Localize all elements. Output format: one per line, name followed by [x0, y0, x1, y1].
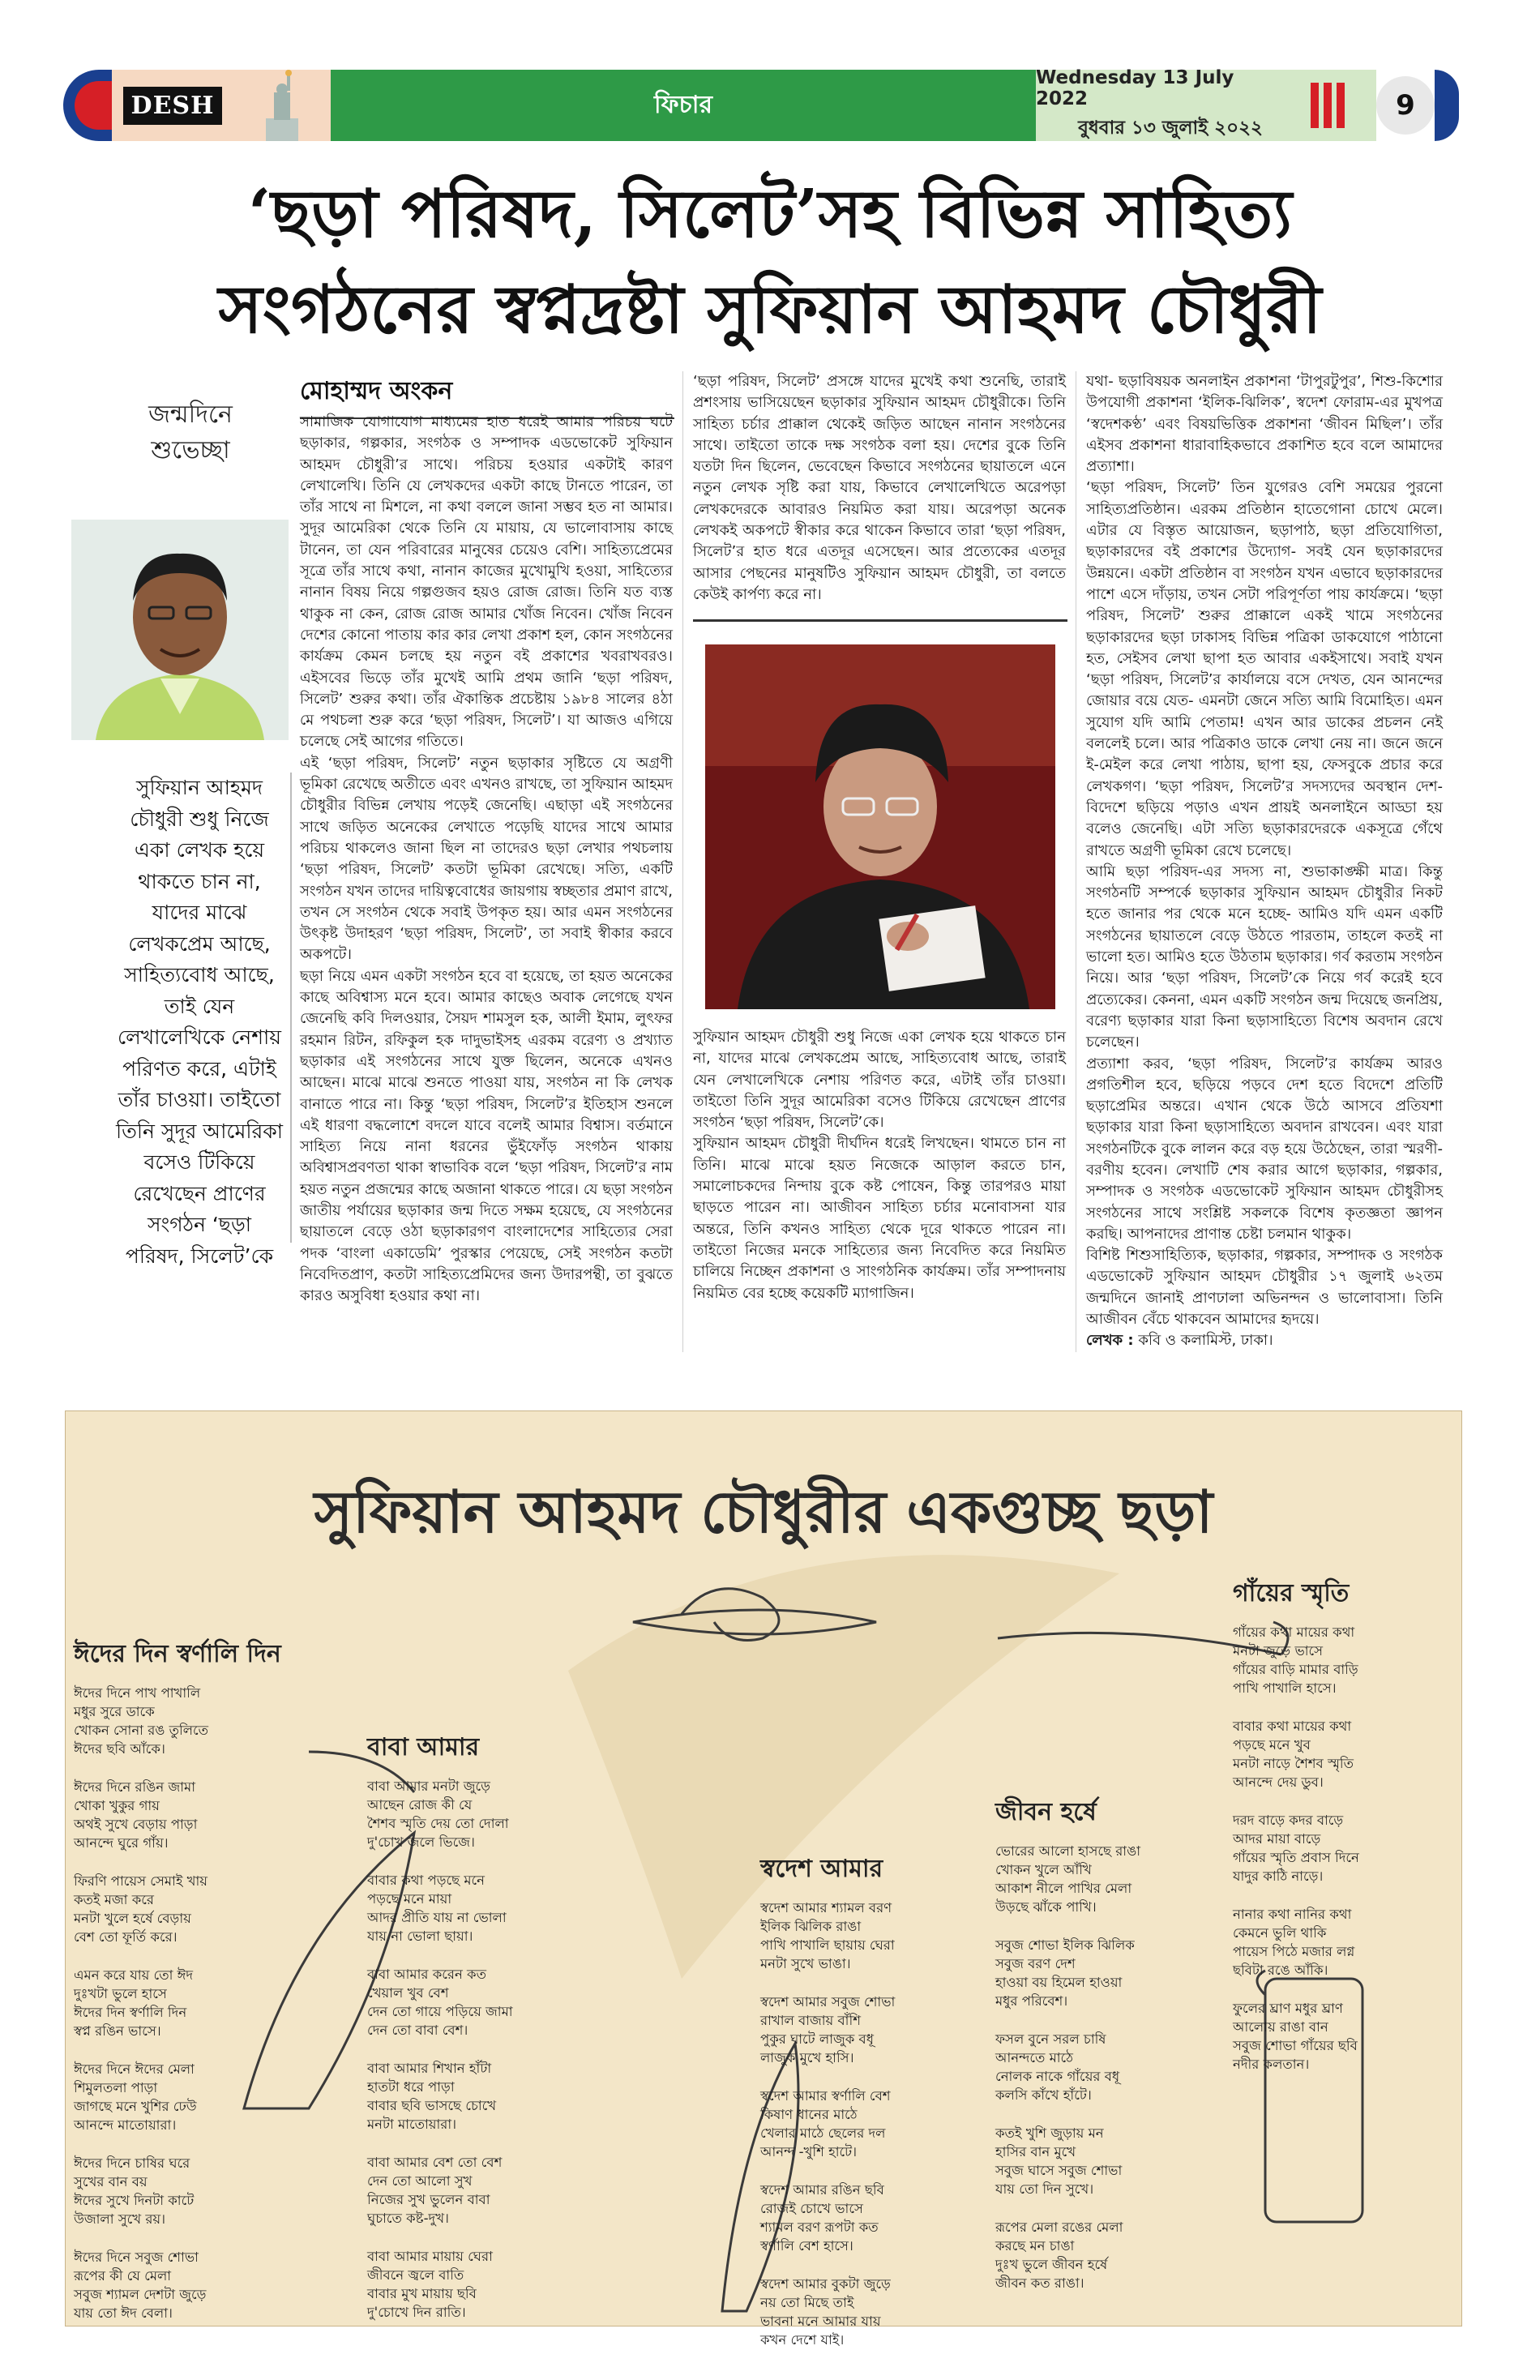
stanza: ঈদের দিনে চাষির ঘরে সুখের বান বয় ঈদের সুখে দিনটা কাটে উজালা সুখে রয়।	[74, 2155, 195, 2227]
date-english: Wednesday 13 July 2022	[1036, 66, 1234, 109]
poem	[74, 1634, 317, 2342]
paragraph: যথা- ছড়াবিষয়ক অনলাইন প্রকাশনা ‘টাপুরটুপুর’, শিশু-কিশোর উপযোগী প্রকাশনা ‘ইলিক-ঝিলিক’, স্বদেশ ফোরাম-এর মুখপত্র ‘স্বদেশকণ্ঠ’ এবং বিষয়ভিত্তিক প্রকাশনা ‘জীবন মিছিল’। তাঁর এইসব প্রকাশনা ধারাবাহিকভাবে প্রকাশিত হবে বলে আমাদের প্রত্যাশা।	[1086, 373, 1443, 476]
stanza: ফুলের ঘ্রাণ মধুর ঘ্রাণ আলোয় রাঙা বান সবুজ শোভা গাঁয়ের ছবি নদীর কলতান।	[1233, 2001, 1358, 2072]
rhymes-title: সুফিয়ান আহমদ চৌধুরীর একগুচ্ছ ছড়া	[314, 1477, 1213, 1546]
pull-quote-rule	[290, 773, 292, 1243]
article-column-3	[1086, 371, 1443, 1352]
stanza: ঈদের দিনে পাখ পাখালি মধুর সুরে ডাকে খোকন সোনা রঙ তুলিতে ঈদের ছবি আঁকে।	[74, 1685, 209, 1757]
paragraph: বিশিষ্ট শিশুসাহিত্যিক, ছড়াকার, গল্পকার, সম্পাদক ও সংগঠক এডভোকেট সুফিয়ান আহমদ চৌধুরীর ১৭ জুলাই ৬২তম জন্মদিনে জানাই প্রাণঢালা অভিনন্দন ও ভালোবাসা। তিনি আজীবন বেঁচে থাকবেন আমাদের হৃদয়ে।	[1086, 1247, 1443, 1329]
stanza: ঈদের দিনে ঈদের মেলা শিমুলতলা পাড়া জাগছে মনে খুশির ঢেউ আনন্দে মাতোয়ারা।	[74, 2061, 197, 2133]
stanza: দরদ বাড়ে কদর বাড়ে আদর মায়া বাড়ে গাঁয়ের স্মৃতি প্রবাস দিনে যাদুর কাঠি নাড়ে।	[1233, 1813, 1359, 1884]
stanza: নানার কথা নানির কথা কেমনে ভুলি থাকি পায়েস পিঠে মজার লগ্ন ছবিটা রঙে আঁকি।	[1233, 1907, 1355, 1978]
statue-of-liberty-icon	[233, 70, 331, 141]
pillar-icon	[1279, 70, 1376, 141]
photo-top-rule	[693, 619, 1067, 622]
stanza: ফসল বুনে সরল চাষি আনন্দতে মাঠে নোলক নাকে গাঁয়ের বধূ কলসি কাঁখে হাঁটে।	[995, 2031, 1120, 2103]
stanza: স্বদেশ আমার বুকটা জুড়ে নয় তো মিছে তাই ভাবনা মনে আমার যায় কখন দেশে যাই।	[760, 2276, 891, 2348]
poem	[367, 1727, 578, 2341]
headline-line-2: সংগঠনের স্বপ্নদ্রষ্টা সুফিয়ান আহমদ চৌধুরী	[218, 271, 1322, 349]
poem-title: স্বদেশ আমার	[760, 1855, 883, 1883]
stanza: বাবা আমার শিখান হাঁটা হাতটা ধরে পাড়া বাবার ছবি ভাসছে চোখে মনটা মাতোয়ারা।	[367, 2061, 497, 2132]
pull-quote: সুফিয়ান আহমদ চৌধুরী শুধু নিজে একা লেখক হয়ে থাকতে চান না, যাদের মাঝে লেখকপ্রেম আছে, সাহিত্যবোধ আছে, তাই যেন লেখালেখিকে নেশায় পরিণত করে, এটাই তাঁর চাওয়া। তাইতো তিনি সুদূর আমেরিকা বসেও টিকিয়ে রেখেছেন প্রাণের সংগঠন ‘ছড়া পরিষদ, সিলেট’কে	[115, 776, 283, 1268]
article-column-2	[693, 371, 1066, 606]
poem-title: গাঁয়ের স্মৃতি	[1233, 1579, 1350, 1607]
stanza: ঈদের দিনে রঙিন জামা খোকা খুকুর গায় অথই সুখে বেড়ায় পাড়া আনন্দে ঘুরে গাঁয়।	[74, 1779, 198, 1851]
paragraph: এই ‘ছড়া পরিষদ, সিলেট’ নতুন ছড়াকার সৃষ্টিতে যে অগ্রণী ভূমিকা রেখেছে অতীতে এবং এখনও রাখছে, তা সুফিয়ান আহমদ চৌধুরীর বিভিন্ন লেখায় পড়েই জেনেছি। এছাড়া এই সংগঠনের সাথে জড়িত অনেকের লেখাতে পড়েছি যাদের সাথে আমার পরিচয় থাকলেও জানা ছিল না তাদেরও ছড়া লেখার পথচলায় ‘ছড়া পরিষদ, সিলেট’ কতটা ভূমিকা রেখেছে। সত্যি, একটি সংগঠন যখন তাদের দায়িত্ববোধের জায়গায় স্বচ্ছতার প্রমাণ রাখে, তখন সে সংগঠন থেকে সবাই উপকৃত হয়। আর এমন সংগঠনের উৎকৃষ্ট উদাহরণ ‘ছড়া পরিষদ, সিলেট’, তা সবাই স্বীকার করবে অকপটে।	[300, 754, 673, 964]
page-number: 9	[1376, 76, 1435, 135]
headline-line-1: ‘ছড়া পরিষদ, সিলেট’সহ বিভিন্ন সাহিত্য	[247, 175, 1293, 253]
stanza: কতই খুশি জুড়ায় মন হাসির বান মুখে সবুজ ঘাসে সবুজ শোভা যায় তো দিন সুখে।	[995, 2125, 1123, 2197]
paragraph: ছড়া নিয়ে এমন একটা সংগঠন হবে বা হয়েছে, তা হয়ত অনেকের কাছে অবিশ্বাস্য মনে হবে। আমার কাছেও অবাক লেগেছে যখন জেনেছি কবি দিলওয়ার, সৈয়দ শামসুল হক, আলী ইমাম, লুৎফর রহমান রিটন, রফিকুল হক দাদুভাইসহ এরকম বরেণ্য ও প্রখ্যাত ছড়াকার এই সংগঠনের সাথে যুক্ত ছিলেন, অনেকে এখনও আছেন। মাঝে মাঝে শুনতে পাওয়া যায়, সংগঠন না কি লেখক বানাতে পারে না। কিন্তু ‘ছড়া পরিষদ, সিলেট’র ইতিহাস শুনলে এই ধারণা বদ্ধলোশে বদলে যাবে বলেই আমার বিশ্বাস। বর্তমানে সাহিত্য নিয়ে নানা ধরনের ভুঁইফোঁড় সংগঠন থাকায় অবিশ্বাসপ্রবণতা থাকা স্বাভাবিক বলে ‘ছড়া পরিষদ, সিলেট’র নাম হয়ত নতুন প্রজন্মের কাছে অজানা থাকতে পারে। যে ছড়া সংগঠন জাতীয় পর্যায়ের ছড়াকার জন্ম দিতে সক্ষম হয়েছে, যে সংগঠনের ছায়াতলে বেড়ে ওঠা ছড়াকারগণ বাংলাদেশের সাহিত্যের সেরা পদক ‘বাংলা একাডেমি’ পুরস্কার পেয়েছে, সেই সংগঠন কতটা নিবেদিতপ্রাণ, কতটা সাহিত্যপ্রেমিদের জন্য উদারপন্থী, তা বুঝতে কারও অসুবিধা হওয়ার কথা না।	[300, 967, 673, 1305]
header-right-cap	[1435, 70, 1459, 141]
section-bar	[331, 70, 1036, 141]
paragraph: ‘ছড়া পরিষদ, সিলেট’ তিন যুগেরও বেশি সময়ের পুরনো সাহিত্যপ্রতিষ্ঠান। এরকম প্রতিষ্ঠান হাতেগোনা চোখে মেলে। এটার যে বিস্তৃত আয়োজন, ছড়াপাঠ, ছড়া প্রতিযোগিতা, ছড়াকারদের বই প্রকাশের উদ্যোগ- সবই যেন ছড়াকারদের উন্নয়নে। একটা প্রতিষ্ঠান বা সংগঠন যখন এভাবে ছড়াকারদের পাশে এসে দাঁড়ায়, তখন সেটা পরিপূর্ণতা পায় কার্যক্রমে। ‘ছড়া পরিষদ, সিলেট’ শুরুর প্রাক্কালে একই খামে সংগঠনের ছড়াকারদের ছড়া ঢাকাসহ বিভিন্ন পত্রিকা ডাকযোগে পাঠানো হত, সেইসব লেখা ছাপা হত আবার একইসাথে। সবাই যখন ‘ছড়া পরিষদ, সিলেট’র কার্যালয়ে বসে দেখত, যেন আনন্দের জোয়ার বয়ে যেত- এমনটা জেনে সত্যি আমি বিমোহিত। এমন সুযোগ যদি আমি পেতাম! এখন আর ডাকের প্রচলন নেই বললেই চলে। আর পত্রিকাও ডাকে লেখা নেয় না। জনে জনে ই-মেইল করে লেখা পাঠায়, ছাপা হয়, ফেসবুকে প্রচার করে লেখকগণ। ‘ছড়া পরিষদ, সিলেট’র সদস্যদের অবস্থান দেশ-বিদেশে ছড়িয়ে পড়াও এখন প্রায়ই অনলাইনে আড্ডা হয় বলেও জেনেছি। এটা সত্যি ছড়াকারদেরকে একসূত্রে গেঁথে রাখতে অগ্রণী ভূমিকা রেখে চলেছে।	[1086, 479, 1443, 859]
author-text: কবি ও কলামিস্ট, ঢাকা।	[1138, 1332, 1273, 1350]
date-box	[1036, 66, 1279, 141]
paragraph: প্রত্যাশা করব, ‘ছড়া পরিষদ, সিলেট’র কার্যক্রম আরও প্রগতিশীল হবে, ছড়িয়ে পড়বে দেশ হতে বিদেশে প্রতিটি ছড়াপ্রেমির অন্তরে। এখান থেকে উঠে আসবে প্রতিযশা ছড়াকার যারা কিনা ছড়াসাহিত্যে অবদান রাখবেন। এবং যারা সংগঠনটিকে বুকে লালন করে বড় হয়ে উঠেছেন, তারা স্মরণী-বরণীয় হবেন। লেখাটি শেষ করার আগে ছড়াকার, গল্পকার, সম্পাদক ও সংগঠক এডভোকেট সুফিয়ান আহমদ চৌধুরীসহ সংগঠনের সাথে সংশ্লিষ্ট সকলকে বিশেষ কৃতজ্ঞতা জ্ঞাপন করছি। আপনাদের প্রাণান্ত চেষ্টা চলমান থাকুক।	[1086, 1055, 1443, 1243]
stanza: বাবার কথা মায়ের কথা পড়ছে মনে খুব মনটা নাড়ে শৈশব স্মৃতি আনন্দে দেয় ডুব।	[1233, 1719, 1354, 1790]
stanza: বাবা আমার বেশ তো বেশ দেন তো আলো সুখ নিজের সুখ ভুলেন বাবা ঘুচাতে কষ্ট-দুখ।	[367, 2155, 503, 2226]
section-label: ফিচার	[654, 90, 712, 119]
header-left-cap	[63, 70, 112, 141]
stanza: স্বদেশ আমার রঙিন ছবি রোজই চোখে ভাসে শ্যামল বরণ রূপটা কত স্বর্ণালি বেশ হাসে।	[760, 2182, 884, 2254]
stanza: সবুজ শোভা ইলিক ঝিলিক সবুজ বরণ দেশ হাওয়া বয় হিমেল হাওয়া মধুর পরিবেশ।	[995, 1937, 1135, 2009]
paragraph: ‘ছড়া পরিষদ, সিলেট’ প্রসঙ্গে যাদের মুখেই কথা শুনেছি, তারাই প্রশংসায় ভাসিয়েছেন ছড়াকার সুফিয়ান আহমদ চৌধুরীকে। তিনি সাহিত্য চর্চার প্রাক্কাল থেকেই জড়িত আছেন নানান সংগঠনের সাথে। তাইতো তাকে দক্ষ সংগঠক বলা হয়। দেশের বুকে তিনি যতটা দিন ছিলেন, ভেবেছেন কিভাবে সংগঠনের ছায়াতলে এনে নতুন লেখক সৃষ্টি করা যায়, কিভাবে লেখালেখিতে অরেপড়া লেখকদেরকে আবারও নিয়মিত করা যায়। অরেপড়া অনেক লেখকই অকপটে স্বীকার করে থাকেন কিভাবে তারা ‘ছড়া পরিষদ, সিলেট’র হাত ধরে এতদূর এসেছেন। আর প্রত্যেকের এতদূর আসার পেছনের মানুষটিও সুফিয়ান আহমদ চৌধুরী, তা বলতে কেউই কার্পণ্য করে না।	[693, 373, 1066, 603]
birthday-greeting: জন্মদিনে শুভেচ্ছা	[148, 400, 233, 464]
desh-logo	[112, 70, 233, 141]
poem-title: জীবন হর্ষে	[995, 1798, 1097, 1826]
author-label: লেখক :	[1086, 1332, 1134, 1350]
headline	[97, 166, 1443, 357]
author-portrait-photo	[71, 520, 289, 740]
poem	[1233, 1573, 1444, 2093]
stanza: ভোরের আলো হাসছে রাঙা খোকন খুলে আঁখি আকাশ নীলে পাখির মেলা উড়ছে ঝাঁকে পাখি।	[995, 1843, 1140, 1915]
stanza: স্বদেশ আমার শ্যামল বরণ ইলিক ঝিলিক রাঙা পাখি পাখালি ছায়ায় ঘেরা মনটা সুখে ভাঙা।	[760, 1900, 895, 1971]
stanza: এমন করে যায় তো ঈদ দুঃখটা ভুলে হাসে ঈদের দিন স্বর্ণালি দিন স্বপ্ন রঙিন ভাসে।	[74, 1967, 194, 2039]
stanza: বাবা আমার মায়ায় ঘেরা জীবনে জ্বলে বাতি বাবার মুখ মায়ায় ছবি দু'চোখে দিন রাতি।	[367, 2249, 493, 2320]
paragraph: সুফিয়ান আহমদ চৌধুরী শুধু নিজে একা লেখক হয়ে থাকতে চান না, যাদের মাঝে লেখকপ্রেম আছে, সাহিত্যবোধ আছে, তারাই যেন লেখালেখিকে নেশায় পরিণত করে, এটাই তাঁর চাওয়া। তাইতো তিনি সুদূর আমেরিকা বসেও টিকিয়ে রেখেছেন প্রাণের সংগঠন ‘ছড়া পরিষদ, সিলেট’কে।	[693, 1029, 1066, 1132]
poem-title: ঈদের দিন স্বর্ণালি দিন	[74, 1640, 281, 1668]
paragraph: সুফিয়ান আহমদ চৌধুরী দীর্ঘদিন ধরেই লিখছেন। থামতে চান না তিনি। মাঝে মাঝে হয়ত নিজেকে আড়াল করতে চান, সমালোচকদের নিন্দায় বুকে কষ্ট পোষেন, কিন্তু তারপরও মায়া ছাড়তে পারেন না। আজীবন সাহিত্য চর্চার মনোবাসনা যার অন্তরে, তিনি কখনও সাহিত্য থেকে দূরে থাকতে পারেন না। তাইতো নিজের মনকে সাহিত্যের জন্য নিবেদিত করে নিয়মিত চালিয়ে নিচ্ছেন প্রকাশনা ও সাংগঠনিক কার্যক্রম। তাঁর সম্পাদনায় নিয়মিত বের হচ্ছে কয়েকটি ম্যাগাজিন।	[693, 1135, 1066, 1302]
stanza: বাবা আমার করেন কত খেয়াল খুব বেশ দেন তো গায়ে পড়িয়ে জামা দেন তো বাবা বেশ।	[367, 1967, 513, 2038]
stanza: রূপের মেলা রঙের মেলা করছে মন চাঙা দুঃখ ভুলে জীবন হর্ষে জীবন কত রাঙা।	[995, 2219, 1123, 2291]
column-divider	[682, 371, 683, 1352]
stanza: স্বদেশ আমার স্বর্ণালি বেশ কিষাণ ধানের মাঠে খেলার মাঠে ছেলের দল আনন্দ -খুশি হাটে।	[760, 2088, 891, 2160]
page-header	[63, 66, 1459, 141]
stanza: বাবার কথা পড়ছে মনে পড়ছে মনে মায়া আদর প্রীতি যায় না ভোলা যায় না ভোলা ছায়া।	[367, 1873, 507, 1944]
byline: মোহাম্মদ অংকন	[300, 371, 674, 419]
poem	[995, 1792, 1206, 2312]
article-column-1	[300, 412, 673, 1307]
poem-title: বাবা আমার	[367, 1733, 480, 1761]
stanza: ঈদের দিনে সবুজ শোভা রূপের কী যে মেলা সবুজ শ্যামল দেশটা জুড়ে যায় তো ঈদ বেলা।	[74, 2249, 207, 2321]
paragraph: সামাজিক যোগাযোগ মাধ্যমের হাত ধরেই আমার পরিচয় ঘটে ছড়াকার, গল্পকার, সংগঠক ও সম্পাদক এডভোকেট সুফিয়ান আহমদ চৌধুরী’র সাথে। পরিচয় হওয়ার একটাই কারণ লেখালেখি। তিনি যে লেখকদের একটা কাছে টানতে পারেন, তা তাঁর সাথে না মিশলে, না কথা বললে জানা সম্ভব হত না আমার। সুদূর আমেরিকা থেকে তিনি যে মায়ায়, যে ভালোবাসায় কাছে টানেন, তা যেন পরিবারের মানুষের চেয়েও বেশি। সাহিত্যপ্রেমের সূত্রে তাঁর সাথে কথা, নানান কাজের মুখোমুখি হওয়া, সাহিত্যের নানান বিষয় নিয়ে গল্পগুজব হয়ও রোজ রোজ। তিনি যত ব্যস্ত থাকুক না কেন, রোজ রোজ আমার খোঁজ নিবেন। খোঁজ নিবেন দেশের কোনো পাতায় কার কার লেখা প্রকাশ হল, কোন সংগঠনের কার্যক্রম কেমন চলছে হয় নতুন বই প্রকাশের খবরাখবরও। এইসবের ভিড়ে তাঁর মুখেই আমি প্রথম জানি ‘ছড়া পরিষদ, সিলেট’ শুরুর কথা। তাঁর ঐকান্তিক প্রচেষ্টায় ১৯৮৪ সালের ৪ঠা মে পথচলা শুরু করে ‘ছড়া পরিষদ, সিলেট’। যা আজও এগিয়ে চলেছে সেই আগের গতিতে।	[300, 413, 673, 751]
subject-photo	[705, 644, 1055, 1009]
stanza: ফিরণি পায়েস সেমাই খায় কতই মজা করে মনটা খুলে হর্ষে বেড়ায় বেশ তো ফূর্তি করে।	[74, 1873, 207, 1945]
logo-text: DESH	[123, 87, 223, 125]
date-bangla: বুধবার ১৩ জুলাই ২০২২	[1078, 117, 1263, 139]
article-column-2-continued	[693, 1027, 1066, 1304]
paragraph: আমি ছড়া পরিষদ-এর সদস্য না, শুভাকাঙ্ক্ষী মাত্র। কিন্তু সংগঠনটি সম্পর্কে ছড়াকার সুফিয়ান আহমদ চৌধুরীর নিকট হতে জানার পর থেকে মনে হচ্ছে- আমিও যদি এমন একটি সংগঠনের ছায়াতলে বেড়ে উঠতে পারতাম, তাহলে কতই না ভালো হত। আমিও হতে উঠতাম ছড়াকার। গর্ব করতাম সংগঠন নিয়ে। আর ‘ছড়া পরিষদ, সিলেট’কে নিয়ে গর্ব করেই হবে প্রত্যেকের। কেননা, এমন একটি সংগঠন জন্ম দিয়েছে জনপ্রিয়, বরেণ্য ছড়াকার যারা কিনা ছড়াসাহিত্যে বিশেষ অবদান রেখে চলেছেন।	[1086, 863, 1443, 1051]
stanza: বাবা আমার মনটা জুড়ে আছেন রোজ কী যে শৈশব স্মৃতি দেয় তো দোলা দু'চোখ জলে ভিজে।	[367, 1779, 509, 1850]
stanza: গাঁয়ের কথা মায়ের কথা মনটা জুড়ে ভাসে গাঁয়ের বাড়ি মামার বাড়ি পাখি পাখালি হাসে।	[1233, 1624, 1358, 1696]
rhymes-panel	[65, 1410, 1462, 2348]
poem	[760, 1849, 971, 2369]
stanza: স্বদেশ আমার সবুজ শোভা রাখাল বাজায় বাঁশি পুকুর ঘাটে লাজুক বধূ লাজুক মুখে হাসি।	[760, 1994, 896, 2065]
author-credit	[1086, 1330, 1443, 1351]
